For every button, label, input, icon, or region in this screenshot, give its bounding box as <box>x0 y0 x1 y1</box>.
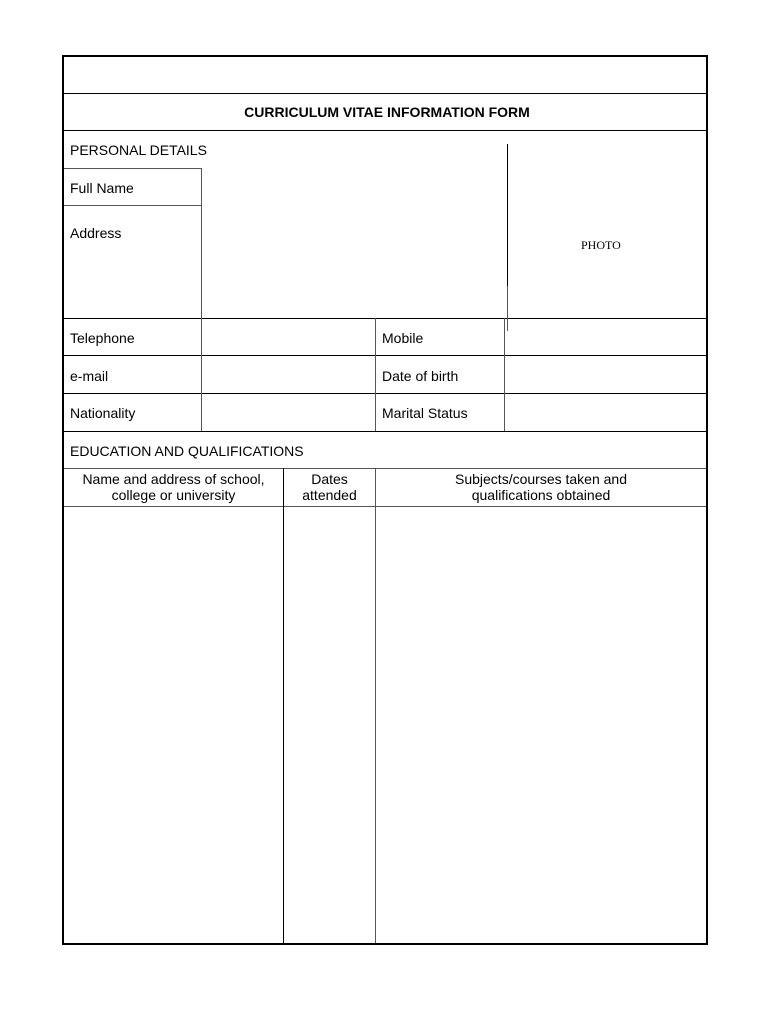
photo-box[interactable] <box>508 131 706 317</box>
edu-col-dates-header <box>284 471 375 503</box>
divider-top-blank <box>64 93 706 94</box>
marital-status-field[interactable] <box>505 394 706 430</box>
edu-subjects-field[interactable] <box>376 507 706 943</box>
date-of-birth-label: Date of birth <box>382 368 459 384</box>
edu-col-subjects-header <box>376 471 706 503</box>
divider-nationality-bottom <box>64 431 706 432</box>
date-of-birth-field[interactable] <box>505 356 706 392</box>
photo-label: PHOTO <box>581 238 621 252</box>
nationality-field[interactable] <box>202 394 374 430</box>
nationality-label: Nationality <box>70 405 136 421</box>
email-field[interactable] <box>202 356 374 392</box>
full-name-label: Full Name <box>70 180 134 196</box>
cv-information-form <box>62 55 708 945</box>
mobile-field[interactable] <box>505 319 706 354</box>
edu-col-dates-line2: attended <box>302 487 357 503</box>
edu-col-school-line1: Name and address of school, <box>82 471 265 487</box>
marital-status-label: Marital Status <box>382 405 468 421</box>
education-heading: EDUCATION AND QUALIFICATIONS <box>70 443 304 459</box>
email-label: e-mail <box>70 368 109 384</box>
edu-col-school-line2: college or university <box>111 487 236 503</box>
edu-col-school-header <box>64 471 283 503</box>
address-label: Address <box>70 225 122 241</box>
edu-col-dates-line1: Dates <box>311 471 348 487</box>
divider-education-heading <box>64 468 706 469</box>
personal-details-heading: PERSONAL DETAILS <box>70 142 207 158</box>
edu-school-field[interactable] <box>64 507 283 943</box>
edu-col-subjects-line1: Subjects/courses taken and <box>455 471 627 487</box>
telephone-field[interactable] <box>202 319 374 354</box>
full-name-field[interactable] <box>202 133 506 205</box>
edu-col-subjects-line2: qualifications obtained <box>471 487 611 503</box>
telephone-label: Telephone <box>70 330 135 346</box>
edu-dates-field[interactable] <box>284 507 375 943</box>
address-field[interactable] <box>202 206 506 317</box>
divider-fullname-top <box>64 168 201 169</box>
form-title: CURRICULUM VITAE INFORMATION FORM <box>244 104 530 120</box>
divider-fullname-bottom <box>64 205 201 206</box>
divider-middle-column <box>375 318 376 431</box>
mobile-label: Mobile <box>382 330 424 346</box>
